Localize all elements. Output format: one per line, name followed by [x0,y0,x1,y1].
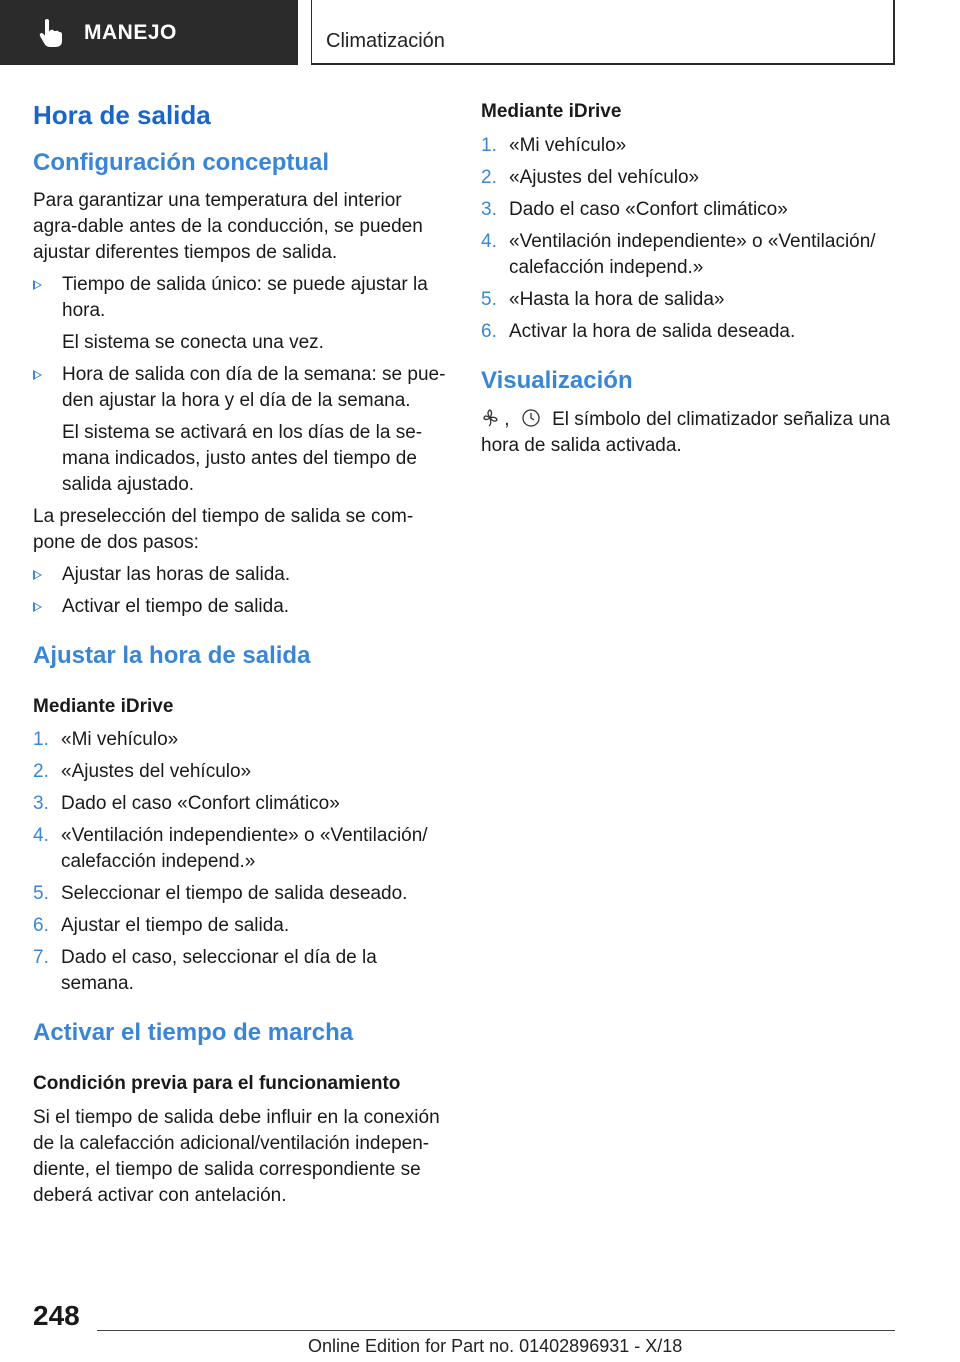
list-item [481,287,901,313]
step-number: 1. [33,729,49,751]
step-text: «Ajustes del vehículo» [61,761,252,783]
step-text: «Mi vehículo» [61,729,179,751]
step-number: 3. [481,198,497,220]
step-text: «Ventilación independiente» o «Ventilación/ calefacción independ.» [61,825,428,873]
list-item [481,229,901,281]
list-item [33,881,448,907]
list-item [33,823,448,875]
step-text: Seleccionar el tiempo de salida deseado. [61,883,408,905]
list-item [481,165,901,191]
visualization-description: El símbolo del climatizador señaliza una hora de salida activada. [481,409,891,457]
list-item [33,594,448,620]
step-number: 5. [33,883,49,905]
step-number: 3. [33,793,49,815]
list-item [481,197,901,223]
adjust-heading: Ajustar la hora de salida [33,641,311,669]
step-text: «Mi vehículo» [509,134,627,156]
bullet-subtext: El sistema se activará en los días de la se-mana indicados, justo antes del tiempo de salida ajustado. [62,421,423,495]
footer-divider [97,1330,895,1331]
clock-icon [521,408,541,428]
step-number: 4. [481,230,497,252]
right-column [481,100,901,459]
bullet-text: Ajustar las horas de salida. [62,563,291,585]
step-text: «Ventilación independiente» o «Ventilación/ calefacción independ.» [509,230,876,278]
step-text: Dado el caso «Confort climático» [509,198,788,220]
step-number: 6. [33,915,49,937]
list-item [33,562,448,588]
list-item [33,791,448,817]
chapter-label: MANEJO [84,20,177,44]
concept-intro: Para garantizar una temperatura del interior agra-dable antes de la conducción, se pueden ajustar diferentes tiempos de salida. [33,189,423,263]
adjust-subheading: Mediante iDrive [33,695,174,717]
visualization-text [481,407,901,459]
step-number: 2. [33,761,49,783]
triangle-bullet-icon [33,602,42,612]
hand-pointer-icon [38,18,64,48]
step-text: Dado el caso, seleccionar el día de la semana. [61,947,377,995]
step-text: «Hasta la hora de salida» [509,288,725,310]
edition-text: Online Edition for Part no. 01402896931 - X/18 [308,1336,683,1356]
activate-step-list [481,133,901,345]
concept-heading: Configuración conceptual [33,149,330,177]
section-header [311,0,895,65]
triangle-bullet-icon [33,280,42,290]
bullet-text: Activar el tiempo de salida. [62,595,290,617]
list-item [33,727,448,753]
step-number: 6. [481,320,497,342]
list-item [481,133,901,159]
chapter-tab [0,0,298,65]
adjust-step-list [33,727,448,997]
step-text: Activar la hora de salida deseada. [509,320,796,342]
step-number: 7. [33,947,49,969]
icon-separator: , [504,409,510,431]
fan-icon [481,408,499,428]
preselect-text: La preselección del tiempo de salida se com-pone de dos pasos: [33,505,414,553]
visualization-heading: Visualización [481,366,633,394]
bullet-subtext: El sistema se conecta una vez. [62,331,324,353]
bullet-text: Hora de salida con día de la semana: se pue-den ajustar la hora y el día de la semana. [62,363,446,411]
idrive-subheading: Mediante iDrive [481,101,622,122]
condition-subheading: Condición previa para el funcionamiento [33,1073,401,1095]
preselect-bullet-list [33,562,448,620]
page-title: Hora de salida [33,100,211,130]
activate-heading: Activar el tiempo de marcha [33,1019,354,1047]
step-text: Ajustar el tiempo de salida. [61,915,290,937]
list-item [33,362,448,498]
concept-bullet-list [33,272,448,498]
list-item [33,945,448,997]
section-label: Climatización [326,30,445,52]
page-number: 248 [33,1300,80,1331]
bullet-text: Tiempo de salida único: se puede ajustar la hora. [62,273,428,321]
left-column [33,100,448,1215]
step-number: 1. [481,134,497,156]
list-item [481,319,901,345]
list-item [33,913,448,939]
condition-text: Si el tiempo de salida debe influir en la conexión de la calefacción adicional/ventilación indepen-diente, el tiempo de salida correspondiente se deberá activar con antelación. [33,1106,440,1206]
triangle-bullet-icon [33,570,42,580]
list-item [33,272,448,356]
step-number: 5. [481,288,497,310]
step-number: 4. [33,825,49,847]
step-text: «Ajustes del vehículo» [509,166,700,188]
list-item [33,759,448,785]
step-number: 2. [481,166,497,188]
triangle-bullet-icon [33,370,42,380]
step-text: Dado el caso «Confort climático» [61,793,340,815]
